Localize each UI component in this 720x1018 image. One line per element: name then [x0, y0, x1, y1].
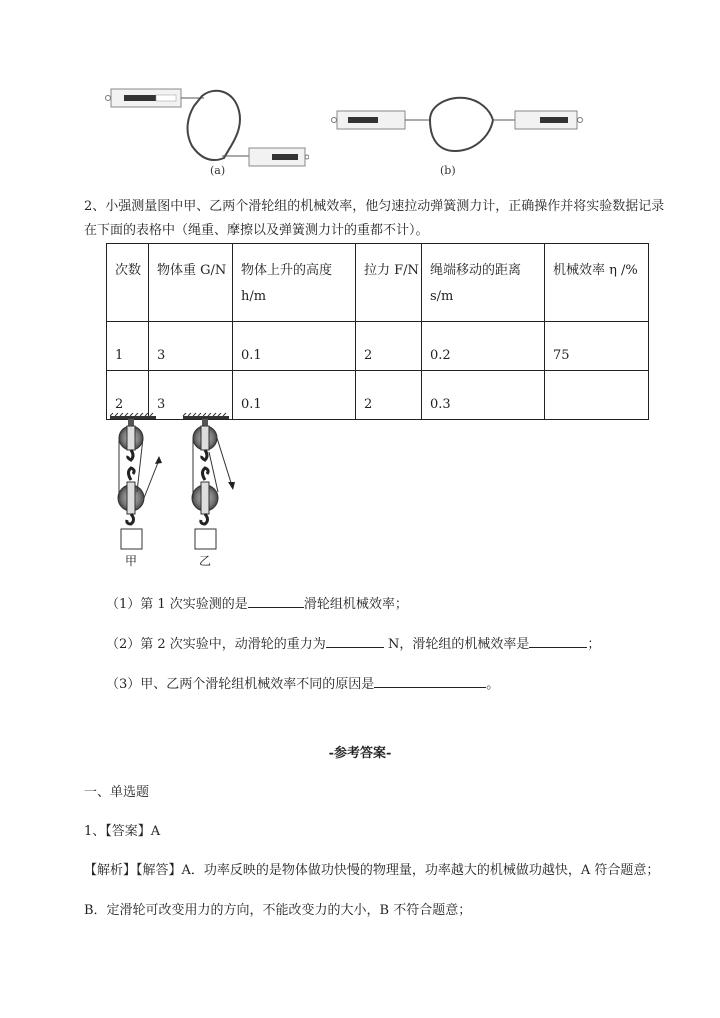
answer-blank-3[interactable]: [374, 673, 486, 688]
header-distance: 绳端移动的距离 s/m: [422, 244, 545, 322]
cell: 0.1: [233, 322, 356, 371]
figure-a-caption: (a): [210, 164, 226, 177]
cell: 2: [107, 371, 149, 420]
pulley-system-diagram: [105, 412, 255, 572]
pulley-jia: [110, 413, 162, 549]
question-2-line-1: 2、小强测量图中甲、乙两个滑轮组的机械效率，他匀速拉动弹簧测力计，正确操作并将实验数据记录: [84, 199, 665, 214]
header-count: 次数: [107, 244, 149, 322]
answer-blank-1[interactable]: [248, 593, 304, 608]
cell: 0.1: [233, 371, 356, 420]
pulley-label-yi: 乙: [199, 554, 212, 568]
answer-blank-2b[interactable]: [529, 633, 587, 648]
figure-a: [104, 86, 309, 178]
experiment-data-table: [106, 243, 649, 420]
answer-blank-2a[interactable]: [326, 633, 384, 648]
header-force: 拉力 F/N: [356, 244, 422, 322]
analysis-line-2: B．定滑轮可改变用力的方向，不能改变力的大小，B 不符合题意；: [84, 903, 472, 918]
sub-question-3: （3）甲、乙两个滑轮组机械效率不同的原因是 。: [106, 673, 499, 694]
cell: 75: [545, 322, 649, 371]
pulley-label-jia: 甲: [125, 554, 138, 568]
cell: 3: [149, 322, 233, 371]
cell: 1: [107, 322, 149, 371]
header-efficiency: 机械效率 η /%: [545, 244, 649, 322]
spring-scale-loop-diagram-a: [104, 86, 309, 178]
answer-item-1: 1、【答案】A: [84, 824, 161, 839]
cell: 3: [149, 371, 233, 420]
cell: [545, 371, 649, 420]
analysis-line-1: 【解析】【解答】A．功率反映的是物体做功快慢的物理量，功率越大的机械做功越快，A 符合题意；: [84, 863, 660, 878]
pulley-diagrams: [105, 412, 255, 572]
header-weight: 物体重 G/N: [149, 244, 233, 322]
answers-section-heading: 一、单选题: [84, 785, 150, 800]
answers-title: -参考答案-: [328, 746, 392, 761]
spring-scale-loop-diagram-b: [330, 96, 585, 178]
cell: 0.2: [422, 322, 545, 371]
sub-question-2: （2）第 2 次实验中，动滑轮的重力为 N，滑轮组的机械效率是 ；: [106, 633, 600, 654]
cell: 2: [356, 322, 422, 371]
figure-b: [330, 96, 585, 178]
cell: 2: [356, 371, 422, 420]
figure-b-caption: (b): [440, 164, 456, 177]
table-row: [107, 322, 649, 371]
table-header-row: [107, 244, 649, 322]
sub-question-1: （1）第 1 次实验测的是 滑轮组机械效率；: [106, 593, 408, 614]
cell: 0.3: [422, 371, 545, 420]
question-2-line-2: 在下面的表格中（绳重、摩擦以及弹簧测力计的重都不计）。: [84, 223, 429, 238]
header-height: 物体上升的高度 h/m: [233, 244, 356, 322]
pulley-yi: [183, 413, 235, 549]
